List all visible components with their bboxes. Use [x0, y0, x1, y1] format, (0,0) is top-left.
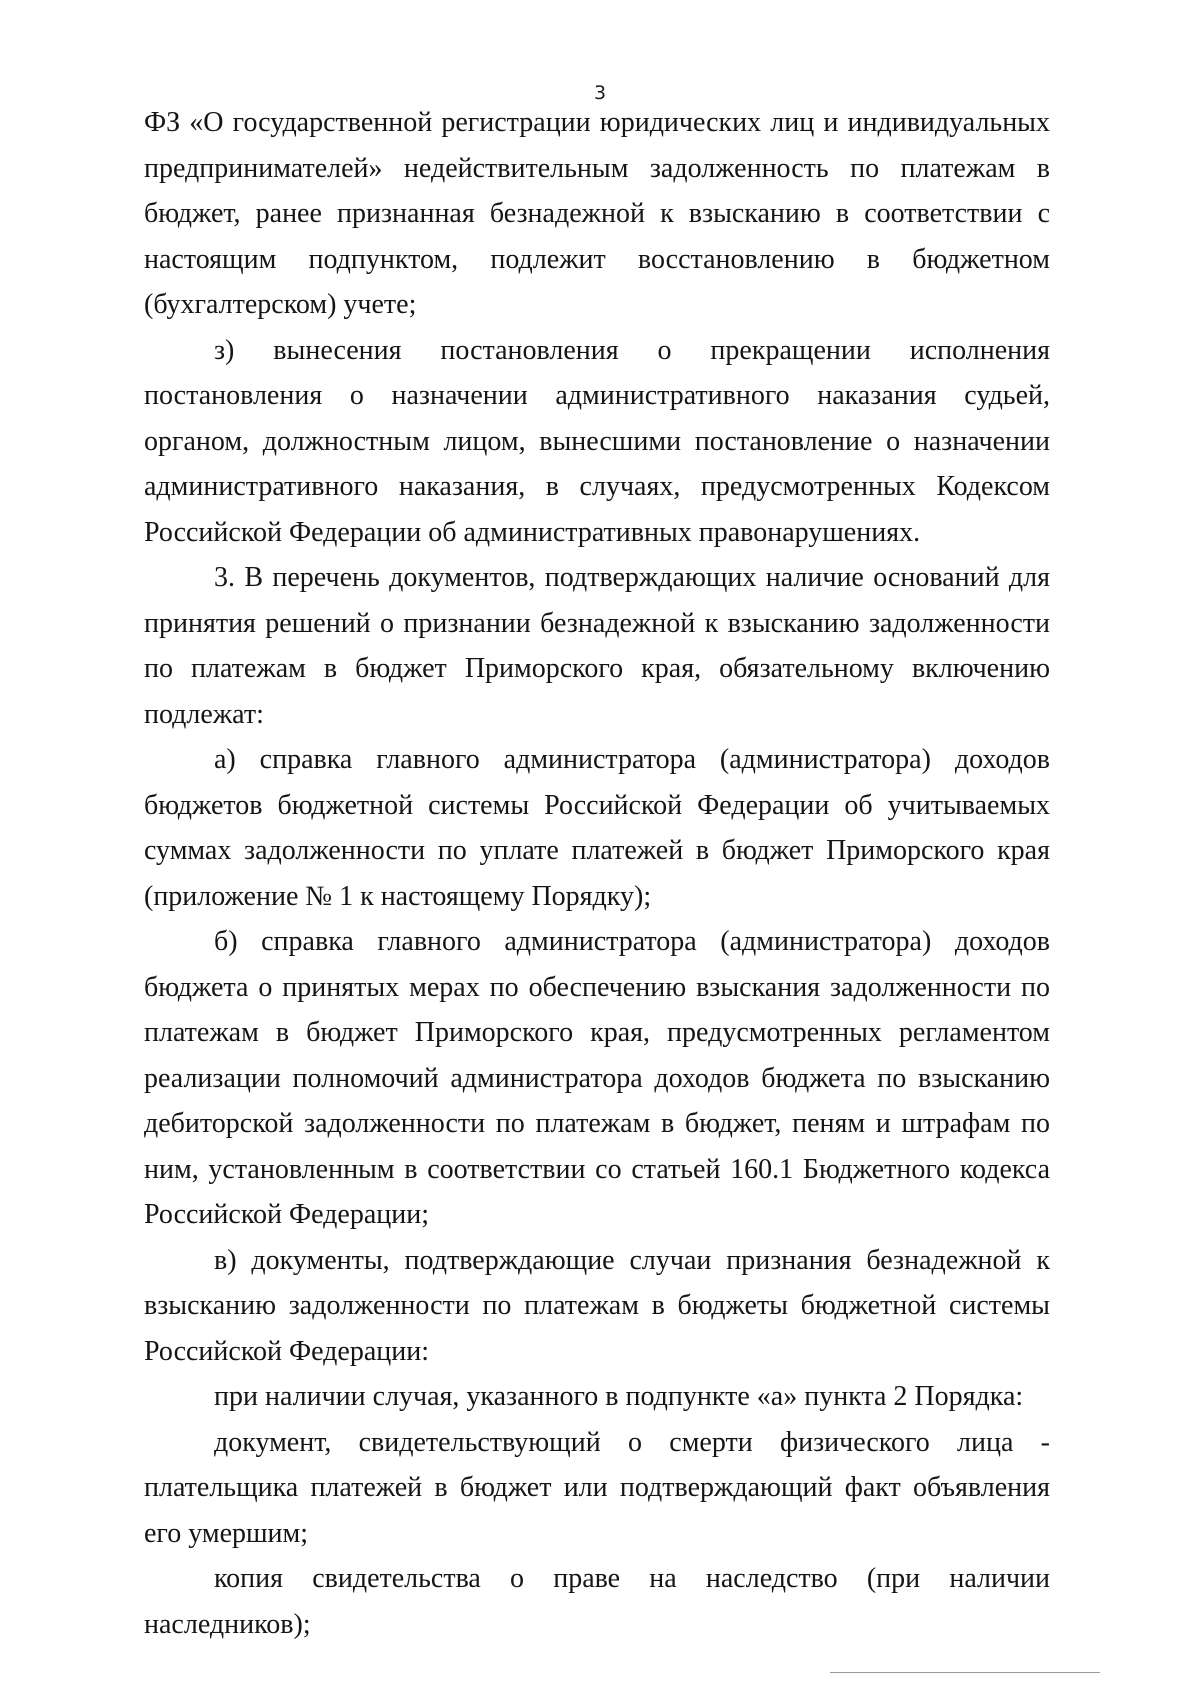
paragraph-subitem-z: з) вынесения постановления о прекращении исполнения постановления о назначении административного наказания судьей, органом, должностным лицом, вынесшими постановление о назначении административного наказания, в случаях, предусмотренных Кодексом Российской Федерации об административных правонарушениях.	[144, 334, 1050, 548]
page-number: 3	[593, 82, 607, 104]
paragraph-case-a-intro: при наличии случая, указанного в подпункте «а» пункта 2 Порядка:	[214, 1381, 1024, 1412]
document-body	[144, 100, 1050, 1647]
paragraph-subitem-a: а) справка главного администратора (администратора) доходов бюджетов бюджетной системы Российской Федерации об учитываемых суммах задолженности по уплате платежей в бюджет Приморского края (приложение № 1 к настоящему Порядку);	[144, 744, 1050, 912]
paragraph-death-document: документ, свидетельствующий о смерти физического лица - плательщика платежей в бюджет или подтверждающий факт объявления его умершим;	[144, 1426, 1050, 1549]
paragraph-item-3: 3. В перечень документов, подтверждающих наличие оснований для принятия решений о признании безнадежной к взысканию задолженности по платежам в бюджет Приморского края, обязательному включению подлежат:	[144, 562, 1050, 730]
paragraph-inheritance-copy: копия свидетельства о праве на наследство (при наличии наследников);	[144, 1563, 1050, 1640]
footer-rule	[830, 1672, 1100, 1673]
paragraph-subitem-v: в) документы, подтверждающие случаи признания безнадежной к взысканию задолженности по платежам в бюджеты бюджетной системы Российской Федерации:	[144, 1244, 1050, 1367]
paragraph-continuation: ФЗ «О государственной регистрации юридических лиц и индивидуальных предпринимателей» недействительным задолженность по платежам в бюджет, ранее признанная безнадежной к взысканию в соответствии с настоящим подпунктом, подлежит восстановлению в бюджетном (бухгалтерском) учете;	[144, 107, 1050, 320]
paragraph-subitem-b: б) справка главного администратора (администратора) доходов бюджета о принятых мерах по обеспечению взыскания задолженности по платежам в бюджет Приморского края, предусмотренных регламентом реализации полномочий администратора доходов бюджета по взысканию дебиторской задолженности по платежам в бюджет, пеням и штрафам по ним, установленным в соответствии со статьей 160.1 Бюджетного кодекса Российской Федерации;	[144, 926, 1050, 1230]
